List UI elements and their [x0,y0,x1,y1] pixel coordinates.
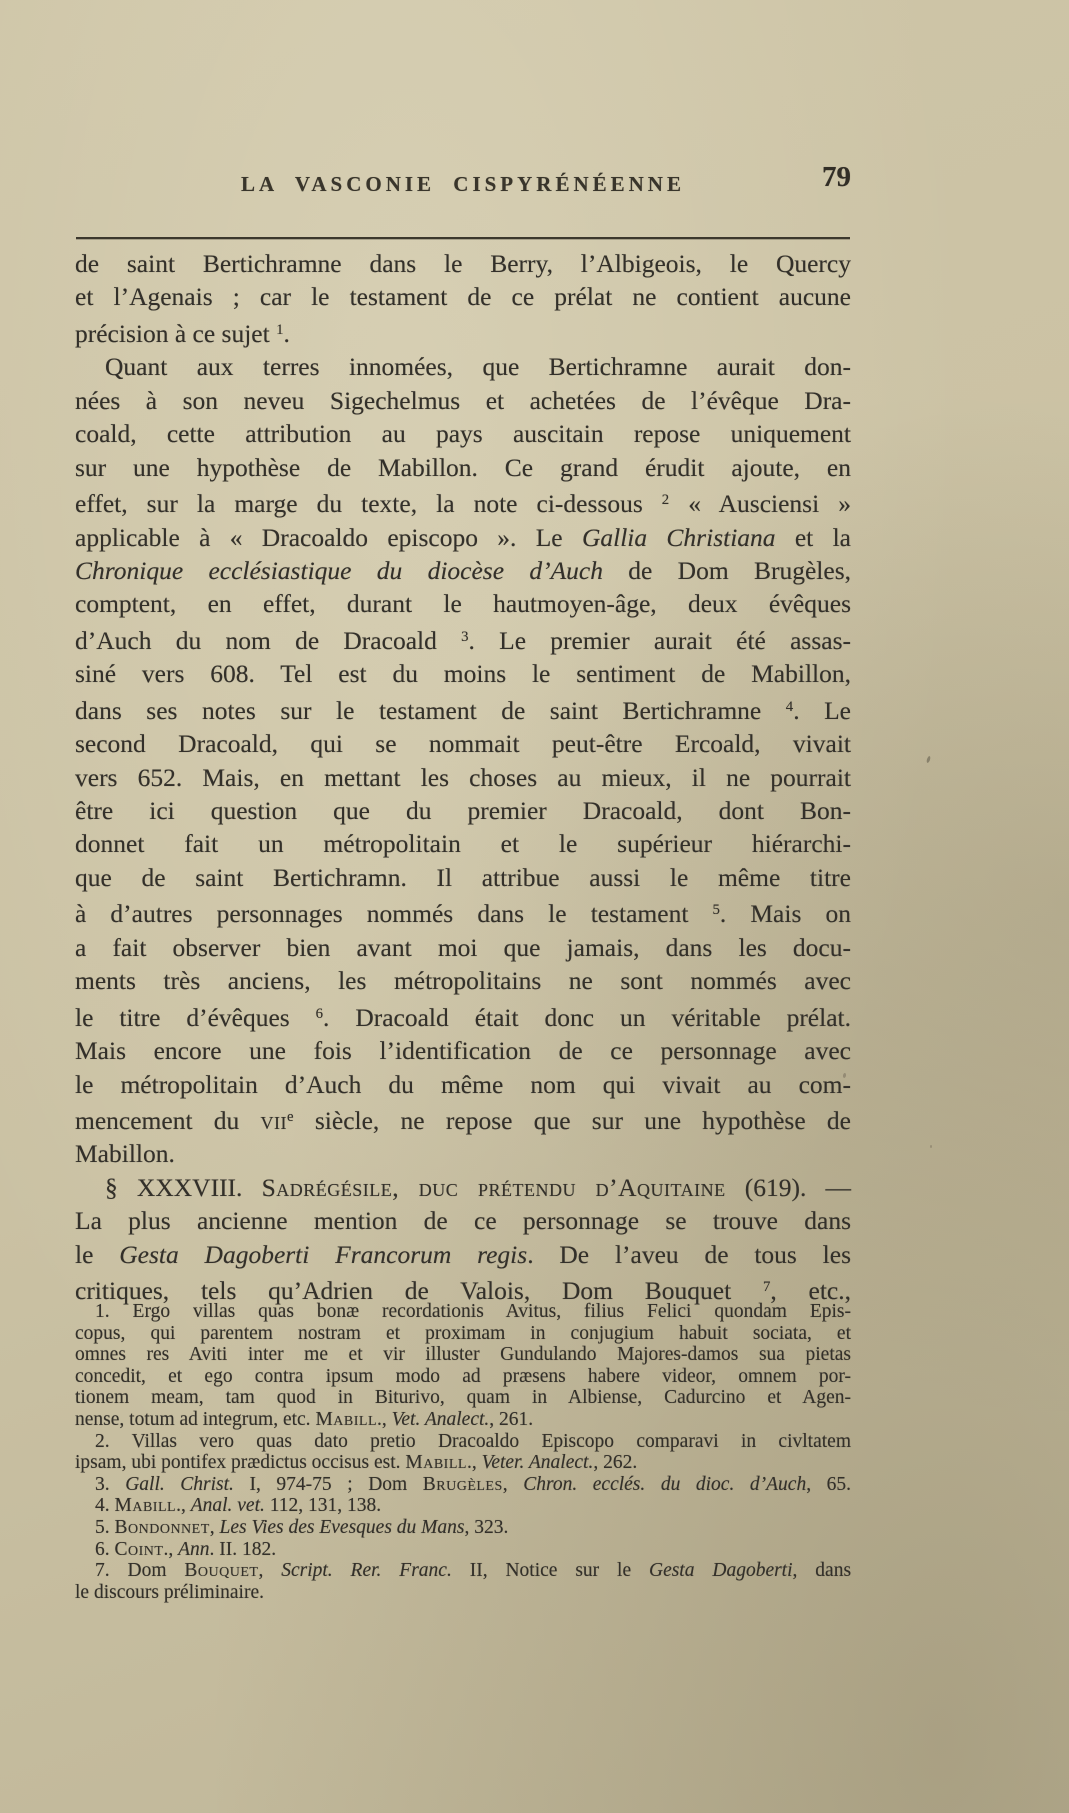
text-line: Chronique ecclésiastique du diocèse d’Auch de Dom Brugèles, [75,555,852,585]
ink-speck [930,1145,932,1148]
text-line: 1. Ergo villas quas bonæ recordationis Avitus, filius Felici quondam Epis- [95,1301,851,1322]
text-line: critiques, tels qu’Adrien de Valois, Dom Bouquet $^7$, etc., [75,1276,851,1306]
text-line: donnet fait un métropolitain et le supérieur hiérarchi- [75,829,851,859]
text-line: applicable à « Dracoaldo episcopo ». Le Gallia Christiana et la [75,522,851,552]
text-line: coald, cette attribution au pays auscitain repose uniquement [75,419,851,449]
text-line: effet, sur la marge du texte, la note ci-dessous $^2$ « Ausciensi » [75,489,851,519]
text-line: siné vers 608. Tel est du moins le sentiment de Mabillon, [75,659,851,689]
text-line: précision à ce sujet $^1$. [75,318,290,348]
running-header-title: LA VASCONIE CISPYRÉNÉENNE [241,172,685,196]
text-line: Mabillon. [75,1139,175,1169]
text-line: § XXXVIII. Sadrégésile, duc prétendu d’Aquitaine (619). — [105,1172,852,1202]
text-line: concedit, et ego contra ipsum modo ad præsens habere videor, omnem por- [75,1365,851,1387]
text-line: 3. Gall. Christ. I, 974-75 ; Dom Brugèles, Chron. ecclés. du dioc. d’Auch, 65. [95,1473,852,1495]
text-line: 4. Mabill., Anal. vet. 112, 131, 138. [95,1495,382,1517]
text-line: nées à son neveu Sigechelmus et achetées de l’évêque Dra- [75,385,851,415]
text-line: de saint Bertichramne dans le Berry, l’Albigeois, le Quercy [75,249,851,278]
text-line: être ici question que du premier Dracoald, dont Bon- [75,796,851,825]
text-line: 7. Dom Bouquet, Script. Rer. Franc. II, Notice sur le Gesta Dagoberti, dans [95,1560,852,1582]
text-line: tionem meam, tam quod in Biturivo, quam in Albiense, Cadurcino et Agen- [75,1387,851,1409]
text-line: a fait observer bien avant moi que jamais, dans les docu- [75,932,851,962]
body-text [75,247,851,1308]
ink-speck [926,756,931,764]
text-line: La plus ancienne mention de ce personnage se trouve dans [75,1206,851,1236]
page-number: 79 [822,161,851,193]
text-line: à d’autres personnages nommés dans le testament $^5$. Mais on [75,899,851,929]
text-line: le discours préliminaire. [75,1581,264,1603]
header-rule [76,237,850,239]
text-line: sur une hypothèse de Mabillon. Ce grand érudit ajoute, en [75,452,851,482]
text-line: 2. Villas vero quas dato pretio Dracoaldo Episcopo comparavi in civltatem [95,1430,851,1452]
text-line: Mais encore une fois l’identification de ce personnage avec [75,1036,851,1066]
text-line: copus, qui parentem nostram et proximam in conjugium habuit sociata, et [75,1322,851,1344]
text-line: 6. Coint., Ann. II. 182. [95,1538,277,1560]
text-line: dans ses notes sur le testament de saint Bertichramne $^4$. Le [75,695,851,725]
text-line: vers 652. Mais, en mettant les choses au mieux, il ne pourrait [75,762,851,792]
footnotes-block [75,1301,851,1603]
text-line: le Gesta Dagoberti Francorum regis. De l’aveu de tous les [75,1239,851,1269]
text-line: d’Auch du nom de Dracoald $^3$. Le premier aurait été assas- [75,625,851,655]
text-line: nense, totum ad integrum, etc. Mabill., Vet. Analect., 261. [75,1408,534,1430]
text-line: mencement du vii$^e$ siècle, ne repose que sur une hypothèse de [75,1106,851,1136]
text-line: ipsam, ubi pontifex prædictus occisus est. Mabill., Veter. Analect., 262. [75,1452,638,1474]
text-line: omnes res Aviti inter me et vir illuster Gundulando Majores-damos sua pietas [75,1344,851,1366]
text-line: et l’Agenais ; car le testament de ce prélat ne contient aucune [75,282,851,312]
text-line: le métropolitain d’Auch du même nom qui vivait au com- [75,1069,851,1099]
text-line: comptent, en effet, durant le hautmoyen-âge, deux évêques [75,589,851,619]
text-line: 5. Bondonnet, Les Vies des Evesques du Mans, 323. [95,1516,509,1538]
text-line: second Dracoald, qui se nommait peut-être Ercoald, vivait [75,729,851,759]
text-line: que de saint Bertichramn. Il attribue aussi le même titre [75,862,851,892]
text-line: ments très anciens, les métropolitains ne sont nommés avec [75,966,851,996]
text-line: le titre d’évêques $^6$. Dracoald était donc un véritable prélat. [75,1002,851,1032]
text-line: Quant aux terres innomées, que Bertichramne aurait don- [105,352,851,382]
